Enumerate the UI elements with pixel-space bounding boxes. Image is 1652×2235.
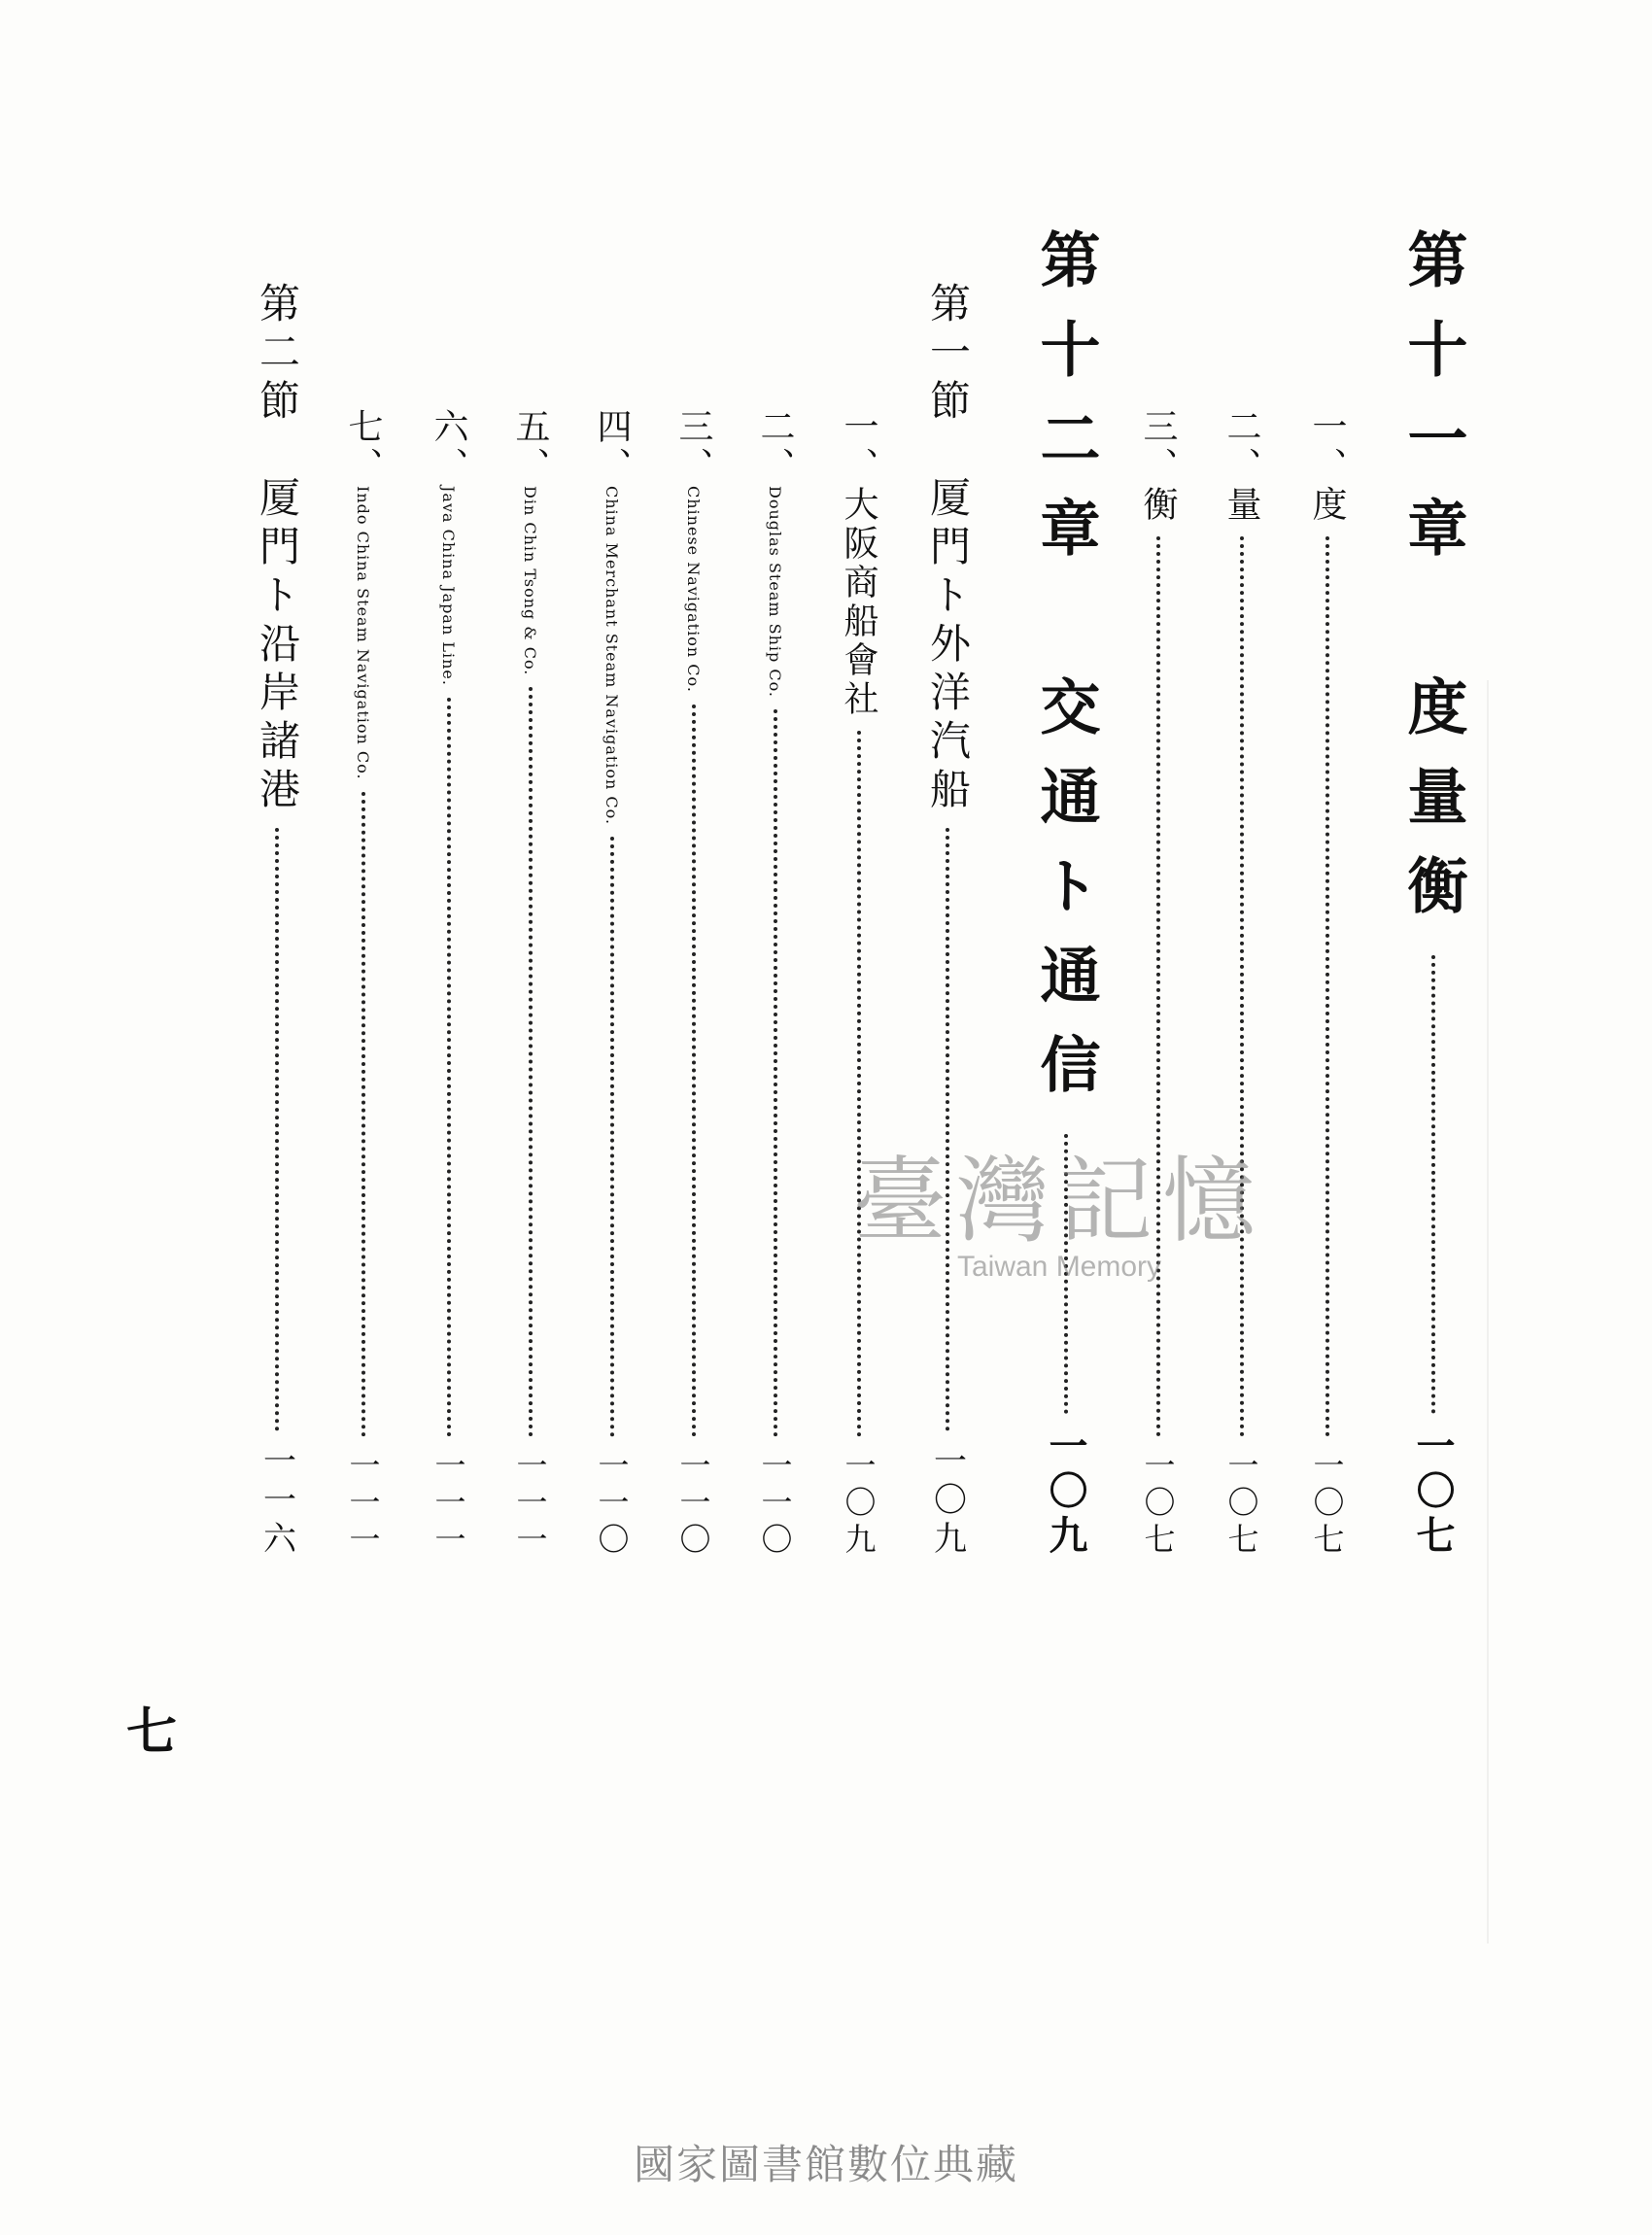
toc-page-number: 一一〇 <box>674 1449 712 1560</box>
toc-item-1[interactable] <box>1302 408 1352 1560</box>
toc-chapter-12[interactable] <box>1022 228 1109 1560</box>
footer-archive-label: 國家圖書館數位典藏 <box>633 2141 1018 2188</box>
toc-item-latin: Java China Japan Line. <box>439 486 458 686</box>
toc-item-indo-china[interactable] <box>338 408 388 1560</box>
toc-page-number: 一〇七 <box>1308 1449 1346 1560</box>
dot-leader <box>857 731 861 1437</box>
watermark-english: Taiwan Memory <box>956 1251 1162 1283</box>
watermark-chinese: 臺灣記憶 <box>853 1147 1265 1255</box>
toc-item-3[interactable] <box>1133 408 1183 1560</box>
toc-page-number: 一〇九 <box>927 1443 967 1560</box>
toc-item-java-china-japan[interactable] <box>424 408 473 1560</box>
toc-item-latin: Indo China Steam Navigation Co. <box>354 486 372 780</box>
toc-item-title: 二、量 <box>1222 408 1261 525</box>
dot-leader <box>1240 536 1244 1437</box>
toc-item-china-merchant[interactable] <box>587 408 637 1560</box>
toc-item-title: 三、衡 <box>1138 408 1178 525</box>
toc-item-chinese-navigation[interactable] <box>669 408 718 1560</box>
toc-page-number: 一一〇 <box>756 1449 794 1560</box>
scan-edge-line <box>1487 680 1489 1943</box>
dot-leader <box>1325 536 1329 1437</box>
toc-item-prefix: 二、 <box>755 408 795 486</box>
dot-leader <box>1156 536 1160 1437</box>
toc-page-number: 一一六 <box>257 1443 296 1560</box>
toc-item-title: 一、度 <box>1307 408 1347 525</box>
dot-leader <box>610 837 614 1437</box>
toc-page-number: 一一〇 <box>593 1449 631 1560</box>
toc-page-number: 一〇七 <box>1410 1426 1456 1560</box>
dot-leader <box>275 828 279 1431</box>
watermark <box>816 1127 1302 1284</box>
toc-page-number: 一一一 <box>511 1449 549 1560</box>
toc-item-prefix: 五、 <box>510 408 550 486</box>
toc-item-latin: Din Chin Tsong & Co. <box>521 486 539 676</box>
toc-item-prefix: 三、 <box>673 408 713 486</box>
toc-chapter-title: 第十一章 度量衡 <box>1397 228 1468 944</box>
dot-leader <box>529 687 533 1437</box>
toc-item-title: 一、大阪商船會社 <box>839 408 878 719</box>
dot-leader <box>692 705 696 1437</box>
toc-item-latin: China Merchant Steam Navigation Co. <box>602 486 621 826</box>
toc-item-osaka[interactable] <box>834 408 883 1560</box>
page-number: 七 <box>126 1702 178 1762</box>
dot-leader <box>447 698 451 1437</box>
toc-page-number: 一一一 <box>430 1449 467 1560</box>
dot-leader <box>774 709 777 1437</box>
toc-section-title: 第二節 厦門ト沿岸諸港 <box>254 282 301 816</box>
toc-page-number: 一〇七 <box>1222 1449 1260 1560</box>
toc-chapter-title: 第十二章 交通ト通信 <box>1030 228 1101 1122</box>
toc-chapter-11[interactable] <box>1390 228 1476 1560</box>
toc-item-2[interactable] <box>1217 408 1266 1560</box>
dot-leader <box>361 792 365 1437</box>
toc-item-prefix: 四、 <box>592 408 632 486</box>
toc-item-prefix: 七、 <box>343 408 383 486</box>
toc-item-din-chin[interactable] <box>505 408 555 1560</box>
toc-page-number: 一〇九 <box>1043 1426 1088 1560</box>
toc-item-latin: Chinese Navigation Co. <box>684 486 703 693</box>
toc-item-prefix: 六、 <box>429 408 468 486</box>
toc-page-number: 一〇九 <box>840 1449 878 1560</box>
toc-page-number: 一一一 <box>344 1449 382 1560</box>
toc-item-douglas[interactable] <box>750 408 800 1560</box>
dot-leader <box>1431 955 1435 1414</box>
toc-section-title: 第一節 厦門ト外洋汽船 <box>924 282 972 816</box>
toc-item-latin: Douglas Steam Ship Co. <box>766 486 784 699</box>
toc-section-2[interactable] <box>248 282 306 1560</box>
toc-section-1[interactable] <box>918 282 977 1560</box>
toc-page-number: 一〇七 <box>1139 1449 1177 1560</box>
